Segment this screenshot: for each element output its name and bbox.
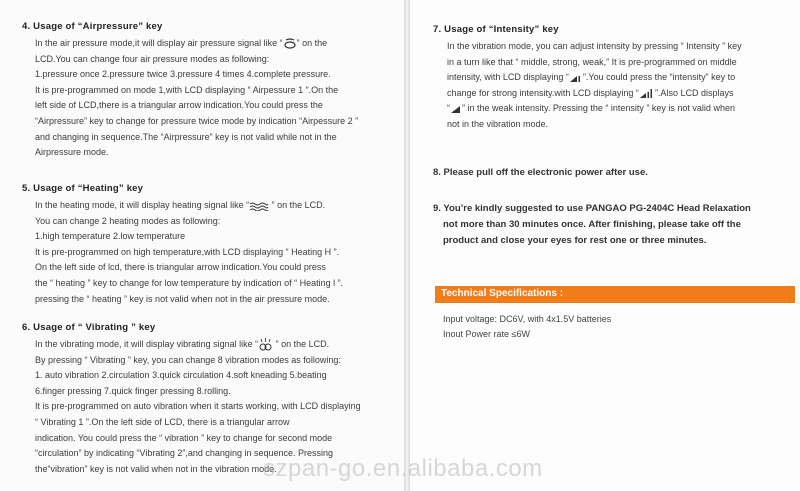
text-span: ”.You could press the “intensity” key to bbox=[582, 72, 736, 83]
text-line: 1.high temperature 2.low temperature bbox=[35, 231, 186, 242]
text-line: pressing the “ heating ” key is not valid when not in the air pressure mode. bbox=[35, 293, 330, 304]
tech-specs-title: Technical Specifications : bbox=[441, 288, 564, 299]
heating-wave-icon bbox=[249, 201, 269, 211]
text-line: 9. You’re kindly suggested to use PANGAO PG-2404C Head Relaxation bbox=[433, 203, 751, 214]
text-line: and changing in sequence.The “Airpressure” key is not valid while not in the bbox=[35, 131, 337, 142]
power-rate-spec: Inout Power rate ≤6W bbox=[443, 329, 530, 339]
text-line: not more than 30 minutes once. After finishing, please take off the bbox=[443, 219, 741, 230]
section-intensity bbox=[433, 24, 742, 133]
text-line: 6.finger pressing 7.quick finger pressing 8.rolling. bbox=[35, 385, 231, 396]
text-line bbox=[35, 36, 358, 52]
text-line bbox=[447, 86, 742, 102]
text-span: ” on the LCD. bbox=[273, 339, 330, 349]
section-title: 7. Usage of “Intensity” key bbox=[433, 24, 559, 35]
intensity-bars-icon bbox=[639, 88, 655, 99]
text-span: ” on the bbox=[296, 38, 328, 48]
text-line: In the vibration mode, you can adjust intensity by pressing “ Intensity ” key bbox=[447, 41, 742, 51]
text-line bbox=[35, 198, 343, 214]
text-span: ” in the weak intensity. Pressing the “ intensity ” key is not valid when bbox=[462, 103, 735, 114]
text-span: ”.Also LCD displays bbox=[654, 87, 734, 98]
text-line: “Airpressure” key to change for pressure twice mode by indication “Airpessure 2 ” bbox=[35, 115, 359, 126]
text-line: By pressing “ Vibrating ” key, you can change 8 vibration modes as following: bbox=[35, 354, 341, 365]
text-line: It is pre-programmed on high temperature,with LCD displaying “ Heating H ”. bbox=[35, 246, 340, 257]
text-line: LCD.You can change four air pressure modes as following: bbox=[35, 53, 270, 64]
section-title: 5. Usage of “Heating” key bbox=[22, 183, 144, 194]
vibration-signal-icon bbox=[258, 338, 273, 351]
text-line bbox=[35, 337, 361, 353]
text-span: ” on the LCD. bbox=[269, 200, 326, 210]
intensity-bars-icon bbox=[569, 73, 583, 83]
section-usage-advice bbox=[433, 201, 751, 249]
intensity-bars-icon bbox=[450, 104, 462, 114]
section-title: 4. Usage of “Airpressure” key bbox=[22, 21, 163, 32]
watermark: szpan-go.en.alibaba.com bbox=[263, 455, 543, 482]
section-title: 6. Usage of “ Vibrating ” key bbox=[22, 322, 156, 333]
text-line: Airpressure mode. bbox=[35, 147, 109, 158]
text-line: the“vibration” key is not valid when not in the vibration mode. bbox=[35, 463, 277, 474]
text-span: intensity, with LCD displaying “ bbox=[447, 72, 569, 83]
text-line: “ Vibrating 1 ”.On the left side of LCD, there is a triangular arrow bbox=[35, 416, 290, 427]
text-line: It is pre-programmed on mode 1,with LCD displaying “ Airpessure 1 ”.On the bbox=[35, 84, 339, 95]
section-power-off bbox=[433, 165, 648, 181]
text-line: On the left side of lcd, there is triangular arrow indication.You could press bbox=[35, 262, 326, 273]
text-line bbox=[447, 101, 742, 117]
text-line: product and close your eyes for rest one or three minutes. bbox=[443, 235, 707, 246]
text-line: 8. Please pull off the electronic power after use. bbox=[433, 167, 648, 178]
text-span: In the air pressure mode,it will display air pressure signal like “ bbox=[35, 38, 283, 48]
section-airpressure bbox=[22, 21, 358, 161]
text-line: 1.pressure once 2.pressure twice 3.pressure 4 times 4.complete pressure. bbox=[35, 69, 331, 80]
tech-specs-header bbox=[435, 286, 795, 303]
text-span: “ bbox=[447, 103, 450, 114]
text-line bbox=[447, 70, 742, 86]
input-voltage-spec: Input voltage: DC6V, with 4x1.5V batteries bbox=[443, 314, 612, 324]
text-line: 1. auto vibration 2.circulation 3.quick circulation 4.soft kneading 5.beating bbox=[35, 370, 327, 381]
text-line: It is pre-programmed on auto vibration when it starts working, with LCD displaying bbox=[35, 401, 361, 412]
text-line: left side of LCD,there is a triangular arrow indication.You could press the bbox=[35, 100, 323, 111]
text-line: indication. You could press the “ vibration ” key to change for second mode bbox=[35, 432, 333, 443]
text-span: In the vibrating mode, it will display vibrating signal like “ bbox=[35, 339, 259, 349]
text-line: “circulation” by indicating “Vibrating 2”,and changing in sequence. Pressing bbox=[35, 448, 334, 459]
text-line: in a turn like that “ middle, strong, weak,” It is pre-programmed on middle bbox=[447, 56, 737, 67]
text-line: You can change 2 heating modes as following: bbox=[35, 215, 221, 226]
section-heating bbox=[22, 183, 343, 307]
text-line: not in the vibration mode. bbox=[447, 118, 549, 129]
text-span: In the heating mode, it will display heating signal like “ bbox=[35, 200, 250, 210]
text-line: the “ heating ” key to change for low temperature by indication of “ Heating l ”. bbox=[35, 277, 344, 288]
airpressure-signal-icon bbox=[283, 38, 297, 49]
text-span: change for strong intensity.with LCD displaying “ bbox=[447, 87, 639, 98]
